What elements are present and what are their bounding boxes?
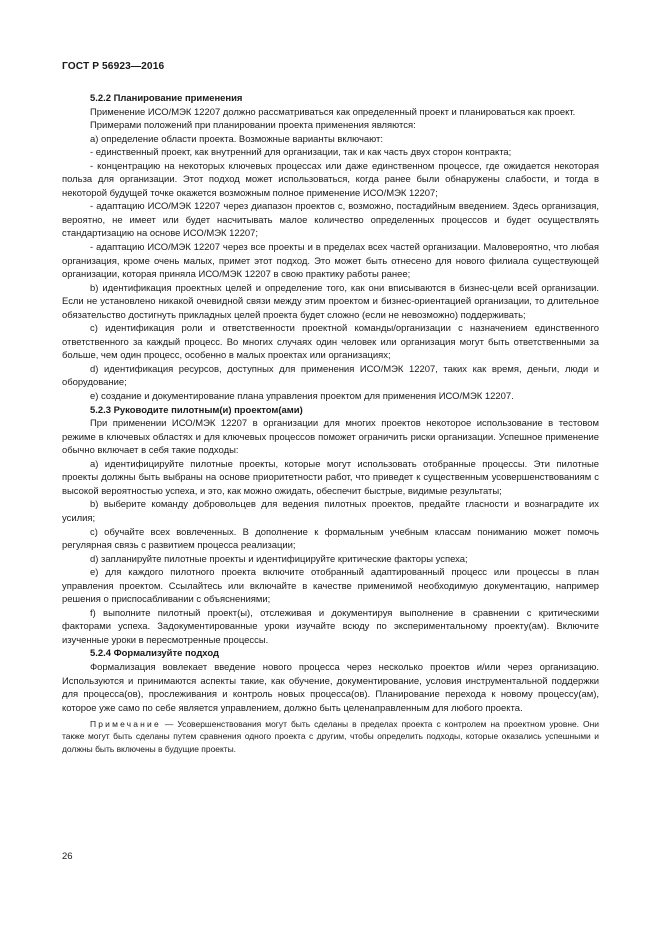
list-item: а) идентифицируйте пилотные проекты, которые могут использовать отобранные процессы. Эти пилотные проекты должны быть выбраны на основе приоритетности работ, что приведет к существенным усовершенствованиям с высокой вероятностью успеха, и это, как можно ожидать, обеспечит быстрые, видимые результаты;	[62, 458, 599, 497]
section-heading-5-2-4: 5.2.4 Формализуйте подход	[90, 648, 219, 660]
note-text: — Усовершенствования могут быть сделаны в пределах проекта с контролем на проектном уровне. Они также могут быть сделаны путем сравнения одного проекта с другим, чтобы определить подходы, которые оказались успешными и должны быть включены в будущие проекты.	[62, 719, 599, 754]
paragraph: При применении ИСО/МЭК 12207 в организации для многих проектов некоторое использование в тестовом режиме в ключевых областях и для ключевых процессов поможет ограничить риски организации. Успешное применение обычно включает в себя такие подходы:	[62, 418, 599, 457]
list-item: b) выберите команду добровольцев для ведения пилотных проектов, предайте гласности и вознаградите их усилия;	[62, 499, 599, 524]
paragraph: Применение ИСО/МЭК 12207 должно рассматриваться как определенный проект и планироваться как проект.	[90, 106, 576, 118]
note-label: Примечание	[90, 719, 161, 730]
document-header: ГОСТ Р 56923—2016	[62, 61, 165, 72]
list-item: е) создание и документирование плана управления проектом для применения ИСО/МЭК 12207.	[90, 391, 514, 403]
list-item: d) идентификация ресурсов, доступных для применения ИСО/МЭК 12207, таких как время, деньги, люди и оборудование;	[62, 363, 599, 389]
list-item: d) запланируйте пилотные проекты и идентифицируйте критические факторы успеха;	[90, 553, 468, 565]
list-item: - единственный проект, как внутренний для организации, так и как часть двух сторон контракта;	[90, 147, 512, 159]
list-item: е) для каждого пилотного проекта включите отобранный адаптированный процесс или процессы в план управления проектом. Ссылайтесь или включайте в качестве применимой необходимую документацию, например решения о приспосабливании с объяснениями;	[62, 567, 599, 606]
section-heading-5-2-2: 5.2.2 Планирование применения	[90, 93, 243, 104]
list-item: f) выполните пилотный проект(ы), отслеживая и документируя выполнение в сравнении с критическими факторами успеха. Задокументированные уроки изучайте всюду по экспериментальному проекту(ам). Включите изученные уроки в пересмотренные процессы.	[62, 607, 599, 646]
document-body	[62, 92, 599, 755]
list-item: - адаптацию ИСО/МЭК 12207 через все проекты и в пределах всех частей организации. Маловероятно, что любая организация, кроме очень малых, примет этот подход. Это может быть отнесено для нового филиала существующей организации, которая приняла ИСО/МЭК 12207 в свою практику работы ранее;	[62, 242, 599, 281]
list-item: с) идентификация роли и ответственности проектной команды/организации с назначением единственного ответственного за каждый процесс. Во многих случаях один человек или организация могут быть ответственными за больше, чем один процесс, особенно в малых проектах или организациях;	[62, 323, 599, 362]
paragraph: Формализация вовлекает введение нового процесса через несколько проектов и/или через организацию. Используются и принимаются аспекты такие, как обучение, документирование, условия инструментальной поддержки для процесса(ов), прослеживания и контроль новых процесса(ов). Планирование перехода к новому процессу(ам), которое уже само по себе является управлением, должно быть целенаправленным для любого проекта.	[62, 661, 599, 714]
list-item: - концентрацию на некоторых ключевых процессах или даже единственном процессе, где ожидается некоторая польза для организации. Этот подход может использоваться, когда ранее были обнаружены слабости, и тогда в некоторой будущей точке окажется возможным полное применение ИСО/МЭК 12207;	[62, 160, 599, 199]
list-item: - адаптацию ИСО/МЭК 12207 через диапазон проектов с, возможно, постадийным введением. Здесь организация, вероятно, не имеет или будет насчитывать малое количество определенных процессов и будет осуществлять стандартизацию на основе ИСО/МЭК 12207;	[62, 201, 599, 240]
section-heading-5-2-3: 5.2.3 Руководите пилотным(и) проектом(ами)	[90, 404, 303, 416]
list-item: а) определение области проекта. Возможные варианты включают:	[90, 133, 383, 145]
list-item: с) обучайте всех вовлеченных. В дополнение к формальным учебным классам пониманию может помочь регулярная связь с развитием процесса реализации;	[62, 526, 599, 552]
page-number: 26	[62, 851, 73, 862]
list-item: b) идентификация проектных целей и определение того, как они вписываются в бизнес-цели всей организации. Если не установлено никакой очевидной связи между этим проектом и бизнес-ориентацией организации, то длительное обязательство достигнуть прикладных целей проекта будет сложно (если не невозможно) поддерживать;	[62, 282, 599, 321]
note	[62, 718, 599, 755]
paragraph: Примерами положений при планировании проекта применения являются:	[90, 120, 416, 132]
